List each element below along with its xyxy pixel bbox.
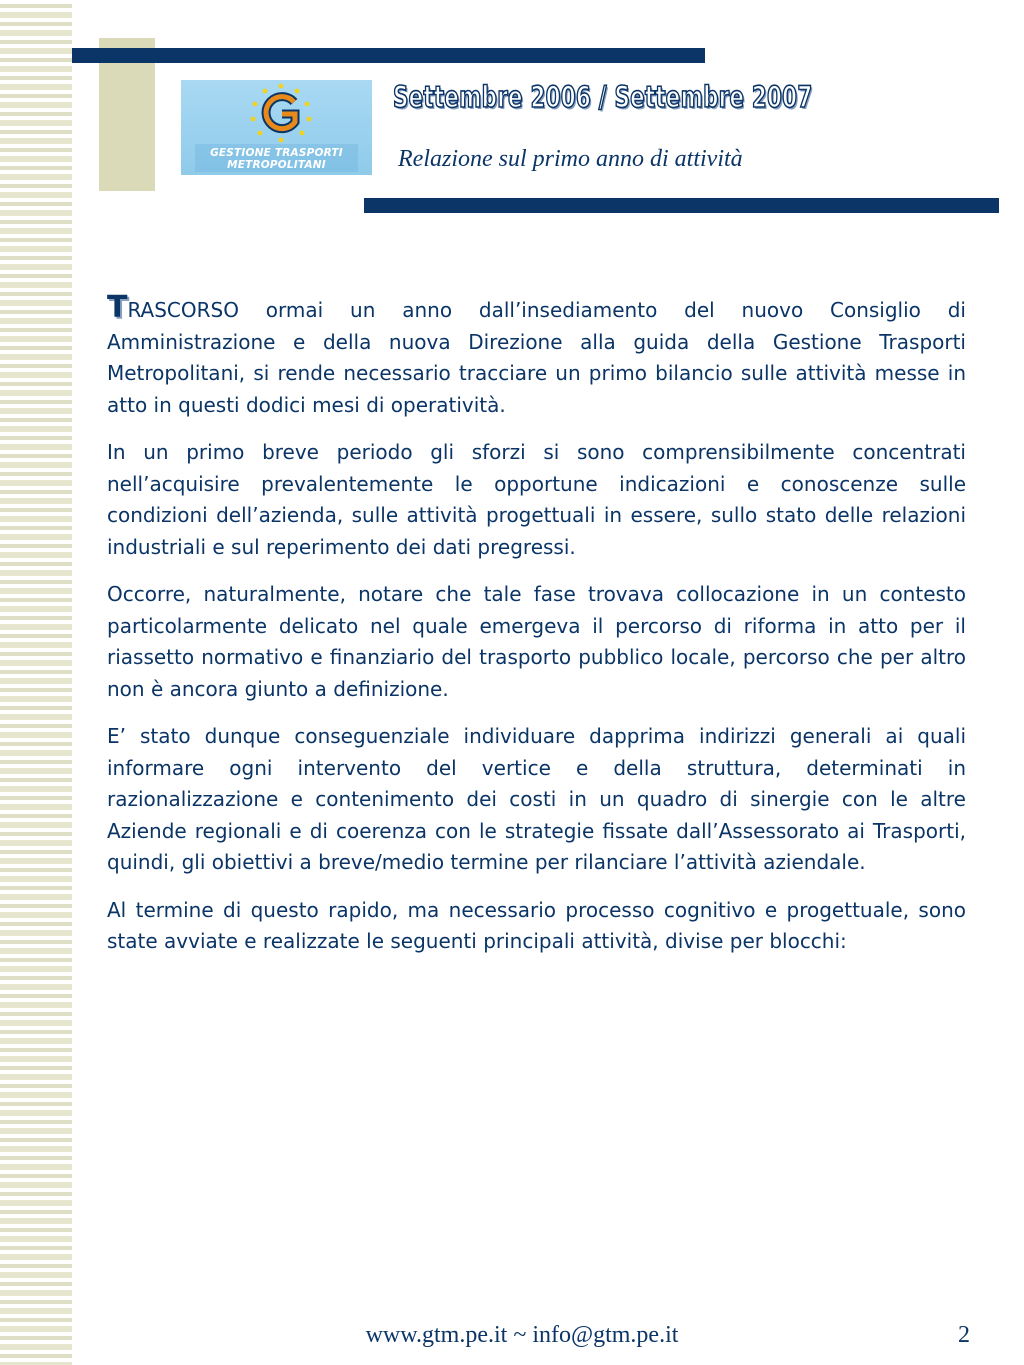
header-top-bar [72, 48, 705, 63]
paragraph-4: E’ stato dunque conseguenziale individuare dapprima indirizzi generali ai quali informare ogni intervento del vertice e della struttura, determinati in razionalizzazione e contenimento dei costi in un quadro di sinergie con le altre Aziende regionali e di coerenza con le strategie fissate dall’Assessorato ai Trasporti, quindi, gli obiettivi a breve/medio termine per rilanciare l’attività aziendale. [107, 724, 966, 874]
header-bottom-bar [364, 198, 999, 213]
paragraph-1 [107, 290, 966, 421]
page-subtitle: Relazione sul primo anno di attività [398, 146, 743, 172]
logo-text-line2: METROPOLITANI [227, 159, 326, 171]
logo-text-line1: GESTIONE TRASPORTI [210, 147, 343, 159]
drop-cap: T [107, 290, 128, 325]
gtm-logo [181, 80, 372, 175]
paragraph-2: In un primo breve periodo gli sforzi si sono comprensibilmente concentrati nell’acquisire prevalentemente le opportune indicazioni e conoscenze sulle condizioni dell’azienda, sulle attività progettuali in essere, sullo stato delle relazioni industriali e sul reperimento dei dati pregressi. [107, 440, 966, 559]
footer-contact-link[interactable]: www.gtm.pe.it ~ info@gtm.pe.it [365, 1322, 679, 1348]
page-title: Settembre 2006 / Settembre 2007 [393, 80, 813, 114]
paragraph-3: Occorre, naturalmente, notare che tale fase trovava collocazione in un contesto particolarmente delicato nel quale emergeva il percorso di riforma in atto per il riassetto normativo e finanziario del trasporto pubblico locale, percorso che per altro non è ancora giunto a definizione. [107, 582, 966, 701]
paragraph-1-text: RASCORSO ormai un anno dall’insediamento del nuovo Consiglio di Amministrazione e della nuova Direzione alla guida della Gestione Trasporti Metropolitani, si rende necessario tracciare un primo bilancio sulle attività messe in atto in questi dodici mesi di operatività. [107, 298, 966, 417]
document-body [107, 290, 966, 974]
paragraph-5: Al termine di questo rapido, ma necessario processo cognitivo e progettuale, sono state avviate e realizzate le seguenti principali attività, divise per blocchi: [107, 897, 966, 953]
page-number: 2 [958, 1322, 970, 1348]
decorative-stripes [0, 0, 72, 1365]
